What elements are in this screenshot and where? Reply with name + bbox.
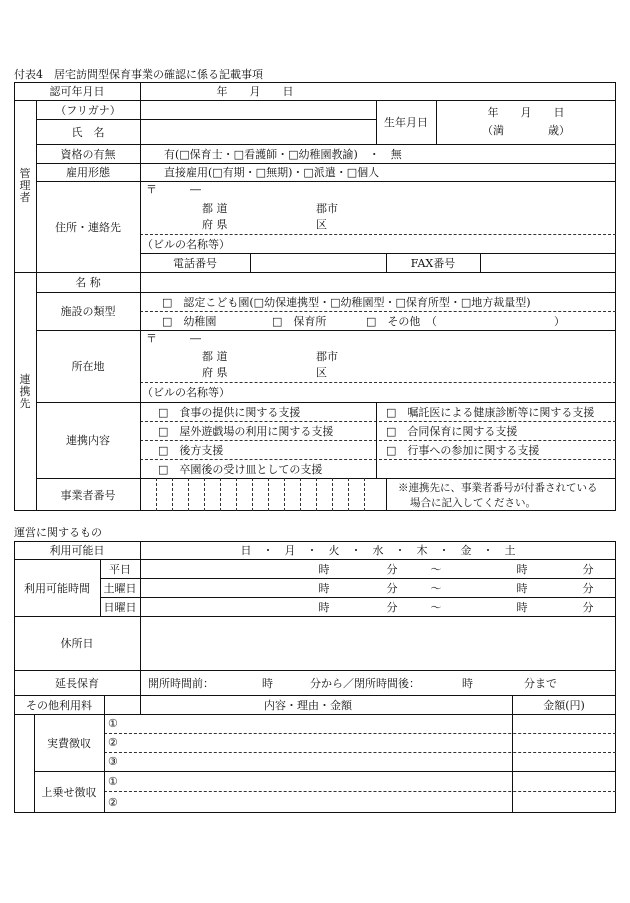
facility-type-other-close: ） [554, 314, 565, 328]
extended-after-hour[interactable]: 時 [462, 676, 473, 690]
business-number-note-1: ※連携先に、事業者番号が付番されている [398, 481, 598, 494]
approval-date-field[interactable]: 年 月 日 [216, 85, 294, 98]
fax-field[interactable] [480, 253, 616, 272]
facility-type-kindergarten[interactable]: □ 幼稚園 [162, 314, 217, 328]
age-value[interactable]: （満 歳） [482, 124, 570, 137]
postal-mark[interactable]: 〒 ― [146, 183, 201, 196]
partner-postal-mark[interactable]: 〒 ― [146, 332, 201, 345]
extended-after-label: 分まで [524, 676, 557, 690]
building-name-label[interactable]: （ビルの名称等） [142, 237, 230, 251]
extra-charge-label: 上乗せ徴収 [41, 786, 97, 799]
partner-building-label[interactable]: （ビルの名称等） [142, 386, 230, 399]
city-bottom: 区 [316, 218, 327, 231]
prefecture-bottom: 府 県 [202, 218, 228, 231]
content-after-graduation[interactable]: □ 卒園後の受け皿としての支援 [158, 462, 323, 476]
manager-name-label: 氏 名 [71, 125, 105, 139]
partner-prefecture-top: 都 道 [202, 350, 228, 363]
weekday-label: 平日 [109, 562, 131, 576]
saturday-end-hour[interactable]: 時 [516, 581, 528, 595]
other-fee-label: その他利用料 [26, 698, 92, 712]
extra-charge-item-1[interactable]: ① [108, 774, 118, 788]
extended-before-label: 開所時間前： [148, 676, 214, 690]
approval-date-label: 認可年月日 [49, 85, 105, 98]
furigana-field[interactable] [140, 100, 376, 119]
holiday-field[interactable] [140, 616, 616, 670]
manager-partner-table [14, 82, 616, 511]
qualification-label: 資格の有無 [60, 147, 116, 161]
birth-date-value[interactable]: 年 月 日 [487, 106, 565, 119]
content-meal[interactable]: □ 食事の提供に関する支援 [158, 405, 301, 419]
content-label: 連携内容 [66, 434, 110, 447]
content-joint-care[interactable]: □ 合同保育に関する支援 [386, 424, 518, 438]
facility-type-label: 施設の類型 [60, 305, 116, 318]
sunday-start-hour[interactable]: 時 [318, 600, 330, 614]
facility-type-row1[interactable]: □ 認定こども園(□幼保連携型・□幼稚園型・□保育所型・□地方裁量型) [162, 295, 531, 309]
business-number-label: 事業者番号 [60, 488, 116, 502]
available-days-options[interactable]: 日 ・ 月 ・ 火 ・ 水 ・ 木 ・ 金 ・ 土 [240, 544, 516, 557]
actual-cost-item-3[interactable]: ③ [108, 755, 118, 768]
saturday-start-minute[interactable]: 分 [386, 581, 398, 595]
qualification-options[interactable]: 有(□保育士・□看護師・□幼稚園教諭) ・ 無 [164, 147, 402, 161]
saturday-tilde: ～ [430, 581, 442, 595]
location-label: 所在地 [71, 360, 105, 373]
manager-section-label: 管 理 者 [19, 167, 31, 204]
content-backup[interactable]: □ 後方支援 [158, 443, 224, 457]
fax-label: FAX番号 [410, 256, 456, 270]
available-time-label: 利用可能時間 [24, 581, 90, 595]
saturday-start-hour[interactable]: 時 [318, 581, 330, 595]
weekday-end-minute[interactable]: 分 [582, 562, 594, 576]
partner-city-top: 郡市 [316, 350, 338, 363]
saturday-label: 土曜日 [103, 581, 137, 595]
extra-charge-item-2[interactable]: ② [108, 795, 118, 809]
amount-header: 金額(円) [543, 698, 585, 712]
manager-name-field[interactable] [140, 119, 376, 144]
phone-label: 電話番号 [173, 256, 217, 270]
content-header: 内容・理由・金額 [264, 698, 352, 712]
weekday-tilde: ～ [430, 562, 442, 576]
operations-table [14, 541, 616, 813]
city-top: 郡市 [316, 202, 338, 215]
partner-name-label: 名 称 [75, 276, 101, 289]
sunday-tilde: ～ [430, 600, 442, 614]
actual-cost-item-1[interactable]: ① [108, 717, 118, 730]
partner-prefecture-bottom: 府 県 [202, 366, 228, 379]
operations-title: 運営に関するもの [14, 526, 102, 539]
extended-before-hour[interactable]: 時 [262, 676, 273, 690]
content-health-check[interactable]: □ 嘱託医による健康診断等に関する支援 [386, 405, 595, 419]
available-days-label: 利用可能日 [49, 544, 105, 557]
holiday-label: 休所日 [60, 637, 94, 650]
address-label: 住所・連絡先 [55, 220, 121, 234]
extended-mid-label: 分から／閉所時間後： [310, 676, 420, 690]
content-outdoor[interactable]: □ 屋外遊戯場の利用に関する支援 [158, 424, 334, 438]
facility-type-nursery[interactable]: □ 保育所 [272, 314, 327, 328]
partner-city-bottom: 区 [316, 366, 327, 379]
weekday-start-minute[interactable]: 分 [386, 562, 398, 576]
prefecture-top: 都 道 [202, 202, 228, 215]
weekday-end-hour[interactable]: 時 [516, 562, 528, 576]
actual-cost-item-2[interactable]: ② [108, 736, 118, 749]
partner-section-label: 連 携 先 [19, 372, 31, 410]
facility-type-other[interactable]: □ その他 （ [366, 314, 437, 328]
birth-date-label: 生年月日 [384, 116, 428, 129]
sunday-end-hour[interactable]: 時 [516, 600, 528, 614]
sunday-label: 日曜日 [103, 600, 137, 614]
content-events[interactable]: □ 行事への参加に関する支援 [386, 443, 540, 457]
furigana-label: （フリガナ） [55, 103, 121, 117]
sunday-end-minute[interactable]: 分 [582, 600, 594, 614]
phone-field[interactable] [250, 253, 386, 272]
employment-label: 雇用形態 [66, 166, 110, 179]
saturday-end-minute[interactable]: 分 [582, 581, 594, 595]
actual-cost-label: 実費徴収 [47, 736, 91, 750]
form-title: 付表4 居宅訪問型保育事業の確認に係る記載事項 [14, 68, 263, 81]
business-number-note-2: 場合に記入してください。 [410, 496, 536, 509]
sunday-start-minute[interactable]: 分 [386, 600, 398, 614]
partner-name-field[interactable] [140, 272, 616, 292]
employment-options[interactable]: 直接雇用(□有期・□無期)・□派遣・□個人 [164, 166, 380, 179]
weekday-start-hour[interactable]: 時 [318, 562, 330, 576]
extended-care-label: 延長保育 [55, 676, 99, 690]
